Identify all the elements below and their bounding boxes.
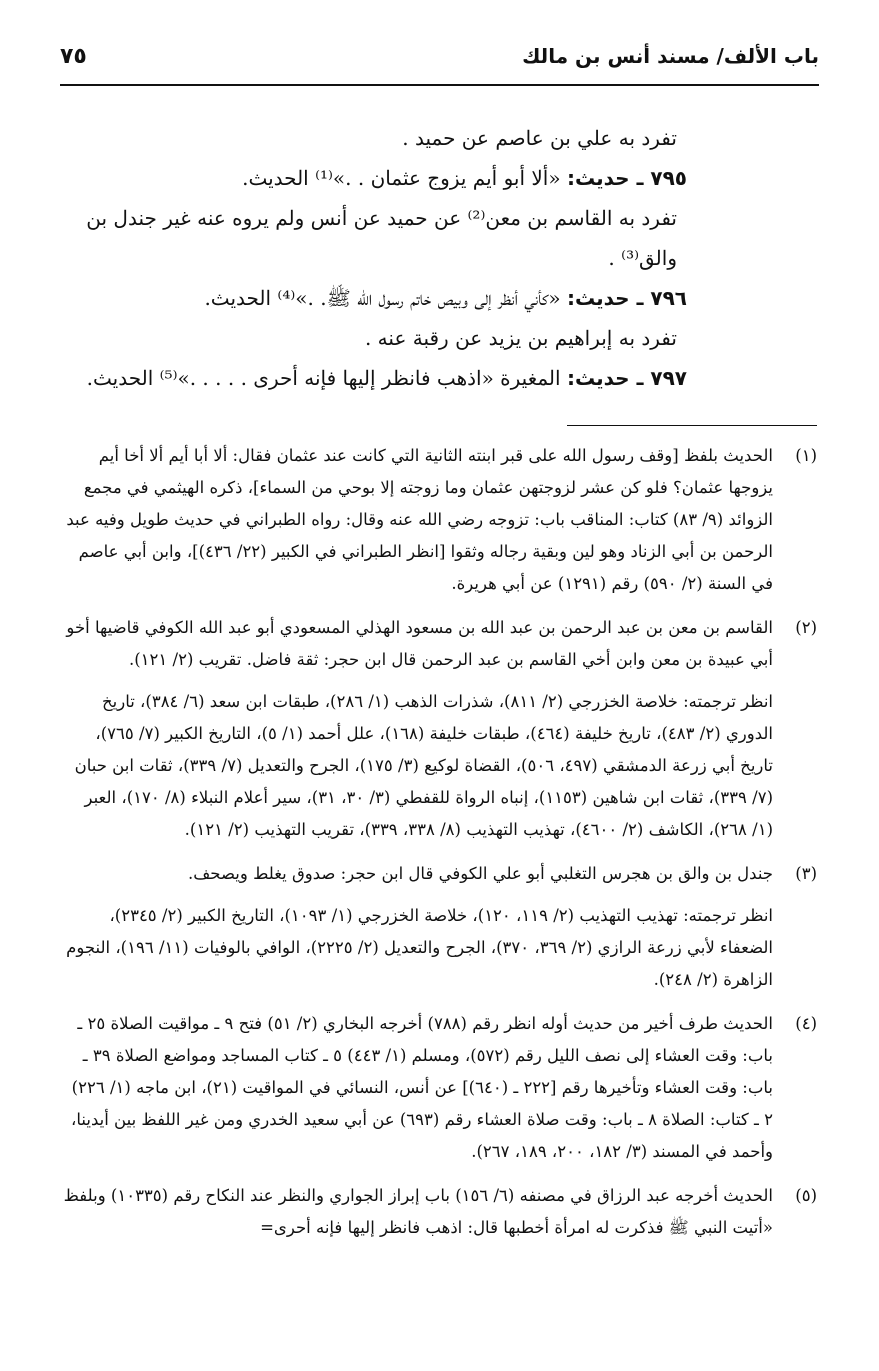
hadith-label: ٧٩٥ ـ حديث: [566,166,687,190]
footnote-text: الحديث طرف أخير من حديث أوله انظر رقم (٧٨٨) أخرجه البخاري (٢/ ٥١) فتح ٩ ـ مواقيت الصلاة ٢٥ ـ باب: وقت العشاء إلى نصف الليل رقم (٥٧٢)، ومسلم (١/ ٤٤٣) ٥ ـ كتاب المساجد ومواضع الصلاة ٣٩ ـ باب: وقت العشاء وتأخيرها رقم [٢٢٢ ـ (٦٤٠)] عن أنس، النسائي في المواقيت (٢١)، ابن ماجه (١/ ٢٢٦) ٢ ـ كتاب: الصلاة ٨ ـ باب: وقت صلاة العشاء رقم (٦٩٣) عن أبي سعيد الخدري ومن غير اللفظ بين أيدينا، وأحمد في المسند (٣/ ١٨٢، ٢٠٠، ١٨٩، ٢٦٧). [71,1014,773,1161]
hadith-text: المغيرة «اذهب فانظر إليها فإنه أحرى . . . . .»⁽⁵⁾ الحديث. [86,366,561,390]
footnote-5 [62,1180,817,1244]
narration-line: تفرد به القاسم بن معن⁽²⁾ عن حميد عن أنس ولم يروه عنه غير جندل بن والق⁽³⁾ . [86,206,677,270]
footnote-3 [62,858,817,996]
narration-line: تفرد به إبراهيم بن يزيد عن رقبة عنه . [364,326,677,350]
hadith-795 [62,158,817,198]
footnote-text: القاسم بن معن بن عبد الرحمن بن عبد الله بن مسعود الهذلي المسعودي أبو عبد الله الكوفي قاضيها أخو أبي عبيدة بن معن وابن أخي القاسم بن عبد الرحمن قال ابن حجر: ثقة فاضل. تقريب (٢/ ١٢١). [66,618,773,669]
footnote-marker: (٣) [795,864,817,883]
page-header [60,44,819,84]
footnote-text: انظر ترجمته: تهذيب التهذيب (٢/ ١١٩، ١٢٠)، خلاصة الخزرجي (١/ ١٠٩٣)، التاريخ الكبير (٢/ ٢٣٤٥)، الضعفاء لأبي زرعة الرازي (٢/ ٣٦٩، ٣٧٠)، الجرح والتعديل (٢/ ٢٢٢٥)، الوافي بالوفيات (١١/ ١٩٦)، النجوم الزاهرة (٢/ ٢٤٨). [66,906,773,989]
hadith-text: «ألا أبو أيم يزوج عثمان . .»⁽¹⁾ الحديث. [242,166,561,190]
hadith-text: «كأني أنظر إلى وبيص خاتم رسول الله ﷺ. .»⁽⁴⁾ الحديث. [204,286,561,310]
header-rule [60,84,819,86]
footnote-text: الحديث أخرجه عبد الرزاق في مصنفه (٦/ ١٥٦) باب إبراز الجواري والنظر عند النكاح رقم (١٠٣٣٥) وبلفظ «أتيت النبي ﷺ فذكرت له امرأة أخطبها قال: اذهب فانظر إليها فإنه أحرى= [63,1186,773,1237]
footnote-2 [62,612,817,846]
hadith-796 [62,278,817,318]
footnote-marker: (٥) [795,1186,817,1205]
footnote-text: انظر ترجمته: خلاصة الخزرجي (٢/ ٨١١)، شذرات الذهب (١/ ٢٨٦)، طبقات ابن سعد (٦/ ٣٨٤)، تاريخ الدوري (٢/ ٤٨٣)، تاريخ خليفة (٤٦٤)، طبقات خليفة (١٦٨)، علل أحمد (١/ ٥)، التاريخ الكبير (٧/ ٧٦٥)، تاريخ أبي زرعة الدمشقي (٤٩٧، ٥٠٦)، القضاة لوكيع (٣/ ١٧٥)، الجرح والتعديل (٧/ ٣٣٩)، ثقات ابن حبان (٧/ ٣٣٩)، ثقات ابن شاهين (١١٥٣)، إنباه الرواة للقفطي (٣/ ٣٠، ٣١)، سير أعلام النبلاء (٨/ ١٧٠)، العبر (١/ ٢٦٨)، الكاشف (٢/ ٤٦٠٠)، تهذيب التهذيب (٨/ ٣٣٨، ٣٣٩)، تقريب التهذيب (٢/ ١٢١). [74,692,773,839]
main-text [62,118,817,398]
running-title: باب الألف/ مسند أنس بن مالك [522,44,819,68]
footnotes [62,440,817,1256]
footnote-marker: (١) [795,446,817,465]
footnote-marker: (٢) [795,618,817,637]
footnote-separator [567,425,817,426]
hadith-label: ٧٩٦ ـ حديث: [566,286,687,310]
footnote-4 [62,1008,817,1168]
footnote-text: جندل بن والق بن هجرس التغلبي أبو علي الكوفي قال ابن حجر: صدوق يغلط ويصحف. [187,864,773,883]
hadith-797 [62,358,817,398]
page-number: ٧٥ [60,44,87,69]
footnote-1 [62,440,817,600]
narration-line: تفرد به علي بن عاصم عن حميد . [402,126,677,150]
footnote-marker: (٤) [795,1014,817,1033]
hadith-label: ٧٩٧ ـ حديث: [566,366,687,390]
footnote-text: الحديث بلفظ [وقف رسول الله على قبر ابنته الثانية التي كانت عند عثمان فقال: ألا أبا أيم ألا أخا أيم يزوجها عثمان؟ فلو كن عشر لزوجتهن عثمان وما زوجته إلا بوحي من السماء]، ذكره الهيثمي في مجمع الزوائد (٩/ ٨٣) كتاب: المناقب باب: تزوجه رضي الله عنه وقال: رواه الطبراني في حديث طويل وفيه عبد الرحمن بن أبي الزناد وهو لين وبقية رجاله وثقوا [انظر الطبراني في الكبير (٢٢/ ٤٣٦)]، وابن أبي عاصم في السنة (٢/ ٥٩٠) رقم (١٢٩١) عن أبي هريرة. [66,446,773,593]
